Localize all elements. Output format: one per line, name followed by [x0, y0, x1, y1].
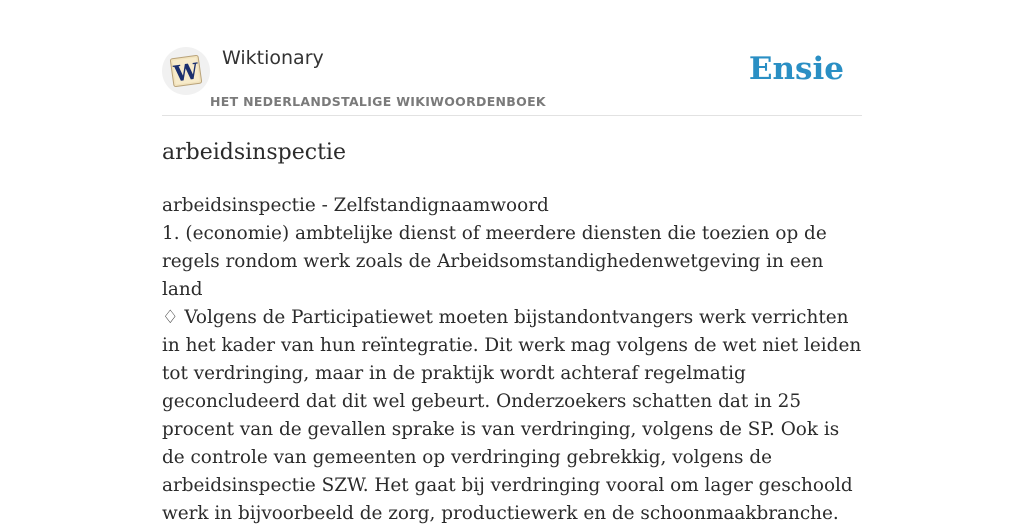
wiktionary-logo-icon[interactable]	[162, 47, 210, 95]
site-subtitle: HET NEDERLANDSTALIGE WIKIWOORDENBOEK	[210, 94, 546, 109]
entry-definition: 1. (economie) ambtelijke dienst of meerdere diensten die toezien op de regels rondom werk zoals de Arbeidsomstandighedenwetgeving in een land	[162, 223, 827, 300]
site-header	[162, 40, 862, 116]
dictionary-entry	[162, 192, 864, 528]
ensie-brand-link[interactable]: Ensie	[748, 51, 844, 87]
entry-heading: arbeidsinspectie - Zelfstandignaamwoord	[162, 195, 549, 216]
wiktionary-tile-icon	[166, 51, 206, 91]
site-title[interactable]: Wiktionary	[222, 47, 324, 69]
logo-letter: W	[172, 58, 201, 88]
entry-example: ♢ Volgens de Participatiewet moeten bijstandontvangers werk verrichten in het kader van hun reïntegratie. Dit werk mag volgens de wet niet leiden tot verdringing, maar in de praktijk wordt achteraf regelmatig geconcludeerd dat dit wel gebeurt. Onderzoekers schatten dat in 25 procent van de gevallen sprake is van verdringing, volgens de SP. Ook is de controle van gemeenten op verdringing gebrekkig, volgens de arbeidsinspectie SZW. Het gaat bij verdringing vooral om lager geschoold werk in bijvoorbeeld de zorg, productiewerk en de schoonmaakbranche.	[162, 307, 862, 524]
page-title: arbeidsinspectie	[162, 140, 346, 165]
